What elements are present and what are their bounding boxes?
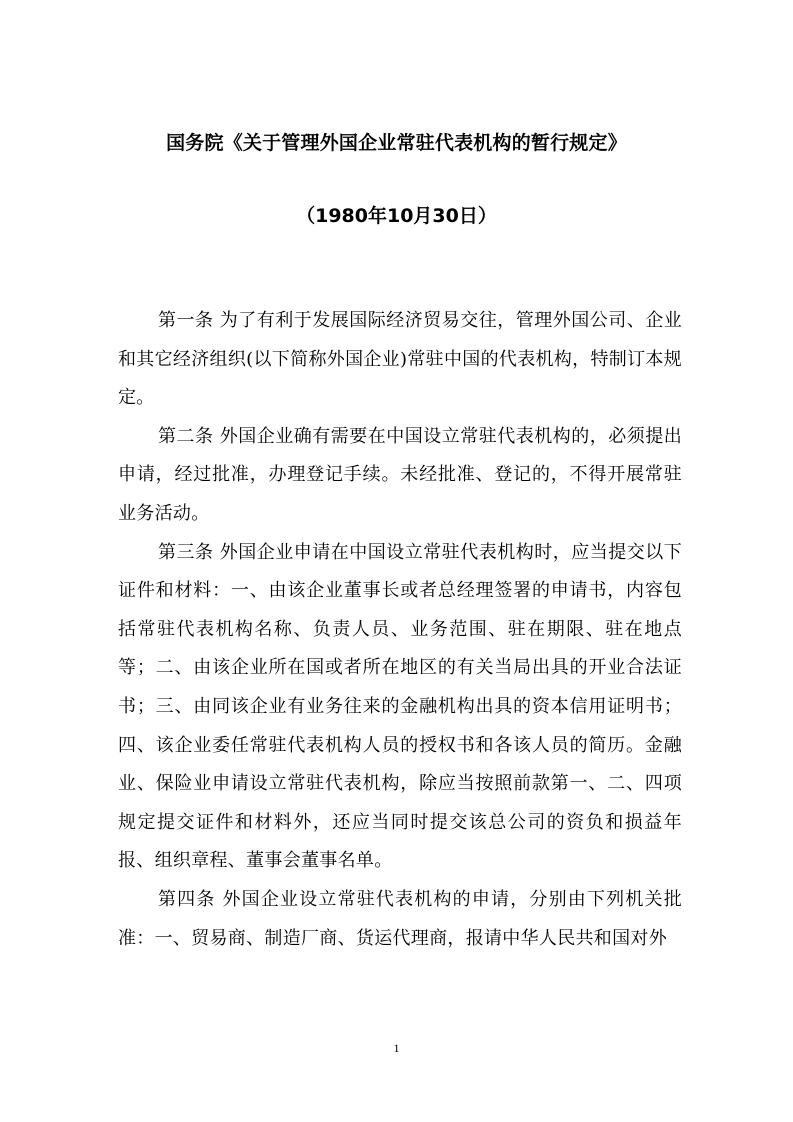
article-4-label: 第四条 [158,888,216,910]
article-2 [118,418,682,534]
article-1-label: 第一条 [158,310,214,331]
document-date: （1980年10月30日） [296,205,497,227]
article-4-text: 外国企业设立常驻代表机构的申请，分别由下列机关批准：一、贸易商、制造厂商、货运代理商，报请中华人民共和国对外 [118,888,682,949]
article-2-text: 外国企业确有需要在中国设立常驻代表机构的，必须提出申请，经过批准，办理登记手续。未经批准、登记的，不得开展常驻业务活动。 [118,425,682,524]
article-3 [118,534,682,881]
article-1-text: 为了有利于发展国际经济贸易交往，管理外国公司、企业和其它经济组织(以下简称外国企业)常驻中国的代表机构，特制订本规定。 [118,310,682,409]
article-4 [118,881,682,958]
article-3-text: 外国企业申请在中国设立常驻代表机构时，应当提交以下证件和材料：一、由该企业董事长或者总经理签署的申请书，内容包括常驻代表机构名称、负责人员、业务范围、驻在期限、驻在地点等；二、由该企业所在国或者所在地区的有关当局出具的开业合法证书；三、由同该企业有业务往来的金融机构出具的资本信用证明书；四、该企业委任常驻代表机构人员的授权书和各该人员的简历。金融业、保险业申请设立常驻代表机构，除应当按照前款第一、二、四项规定提交证件和材料外，还应当同时提交该总公司的资负和损益年报、组织章程、董事会董事名单。 [118,541,682,872]
article-1 [118,302,682,418]
page-number: 1 [393,1041,400,1055]
document-body [118,302,682,958]
article-3-label: 第三条 [158,541,214,563]
article-2-label: 第二条 [158,425,214,447]
document-title: 国务院《关于管理外国企业常驻代表机构的暂行规定》 [166,132,627,154]
